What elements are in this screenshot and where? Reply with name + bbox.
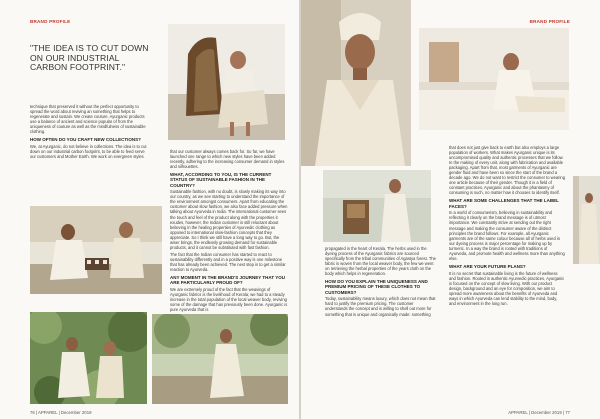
interview-question: WHAT ARE YOUR FUTURE PLANS? bbox=[449, 263, 526, 269]
section-tag: BRAND PROFILE bbox=[529, 19, 570, 24]
left-column-2 bbox=[170, 149, 288, 315]
right-column-1 bbox=[325, 246, 437, 319]
right-page bbox=[301, 0, 600, 419]
interview-question: ANY MOMENT IN THE BRAND'S JOURNEY THAT YOU ARE PARTICULARLY PROUD OF? bbox=[170, 275, 285, 286]
left-page bbox=[0, 0, 299, 419]
interview-question: WHAT ARE SOME CHALLENGES THAT THE LABEL FACES? bbox=[449, 198, 559, 209]
interview-question: HOW OFTEN DO YOU CRAFT NEW COLLECTIONS? bbox=[30, 137, 141, 143]
body-paragraph: that does not just give back to earth but also employs a large population of workers. What makes Ayurganic unique is its uncompromised quality and authentic processes that we follow. In the making of every unit, along with fabrication and available packaging. Apart from that, most garments of Ayurganic are gender fluid and have been so since the start of the brand a decade ago. We do not want to restrict the consumer to wearing one article because of their gender. Though it is a field of constant practices, Ayurganic and about the phantasmy of consuming is such, no matter how it chooses to identify itself. bbox=[449, 145, 565, 196]
body-paragraph: In a world of consumerism, believing in sustainability and reflecting it clearly on the brand message is of utmost importance. We constantly strive at sending out the right message and making the consumer aware of the distinct principles the brand follows. For example, all Ayurganic garments are of the same colour because all of herbs used in our dyeing process is major percentage for making up by turmeric. In a way the brand is rooted with traditions of Ayurveda, and promote health and wellness more than anything else. bbox=[449, 210, 565, 261]
body-paragraph: It is no secret that sustainable living is the future of wellness and fashion. Rooted in authentic Ayurvedic practices, Ayurganic is focused on the concept of slow living. With our product design, background and an eye for composition, we aim to spread more awareness about the benefits of Ayurveda and ways in which Ayurveda can lend stability to the mind, body, and environment in the long run. bbox=[449, 270, 565, 306]
body-paragraph: We are extremely proud of the fact that the weavings of Ayurganic fabrics is the livelihood of Kerala; we had to a steady increase in the total population of the local weaver body, reviving some of the damage that has previously been done. Ayurganic is pure Ayurveda that is bbox=[170, 287, 288, 313]
interview-question: WHAT, ACCORDING TO YOU, IS THE CURRENT STATUS OF SUSTAINABLE FASHION IN THE COUNTRY? bbox=[170, 172, 272, 188]
body-paragraph: propagated in the heart of Kerala. The herbs used in the dyeing process of the Ayurganic fabrics are sourced specifically from the tribal communities of Agastya forest. The fabric is woven from the local weaver body, the few we went on retrieving the herbal properties of the years cloth on the body which helps in regeneration. bbox=[325, 246, 436, 277]
photo-woman-standing-chair bbox=[323, 170, 431, 242]
photo-woman-reclining-bed bbox=[419, 28, 569, 130]
body-paragraph: technique that preserved it without the perfect opportunity to spread the word about reviving an something that helps to regenerate and sustain. We create couture. Ayurganic products use a balance of ancient and science popular of from the uniqueness of couture as well as the mindfulness of sustainable clothing. bbox=[30, 104, 146, 135]
body-paragraph: Today, sustainability means luxury, which does not mean that hard to justify the premium pricing. The customer understands the concept and is willing to shell out more for something that is unique and organically made: something bbox=[325, 296, 436, 317]
photo-woman-in-doorway bbox=[573, 176, 600, 264]
photo-women-in-garden bbox=[30, 312, 147, 404]
pull-quote: "THE IDEA IS TO CUT DOWN ON OUR INDUSTRIAL CARBON FOOTPRINT." bbox=[30, 43, 149, 73]
right-column-2 bbox=[449, 145, 565, 308]
body-paragraph: The fact that the Indian consumer has started to react to sustainability differently and in a positive way is one milestone that has already been achieved. The next step is to get a similar reaction to Ayurveda. bbox=[170, 252, 286, 273]
body-paragraph: that our customer always comes back for. So far, we have launched one range to which new styles have been added recently, adhering to the increasing consumer demand in styles and silhouettes. bbox=[170, 149, 285, 170]
interview-question: HOW DO YOU EXPLAIN THE UNIQUENESS AND PREMIUM PRICING OF THESE CLOTHES TO CUSTOMERS? bbox=[325, 279, 428, 295]
photo-woman-in-turban bbox=[301, 0, 411, 166]
photo-women-playing-chess bbox=[30, 206, 162, 294]
left-column-1 bbox=[30, 104, 150, 161]
page-folio: APPAREL | December 2019 | 77 bbox=[508, 410, 570, 415]
page-folio: 76 | APPAREL | December 2019 bbox=[30, 410, 92, 415]
section-tag: BRAND PROFILE bbox=[30, 19, 71, 24]
photo-woman-walking-outdoors bbox=[152, 314, 288, 404]
body-paragraph: We, at Ayurganic, do not believe in collections. The idea is to cut down on our industrial carbon footprint, to be able to feed serve our customers and Mother Earth. We work on evergreen styles bbox=[30, 143, 147, 160]
photo-woman-seated-chair bbox=[168, 24, 285, 140]
body-paragraph: Sustainable fashion, with no doubt, is slowly making its way into our country, as we see starting to understand the importance of the environment amongst consumers. Apart from educating the customer about slow fashion, we also face added pressure when talking about Ayurveda in India. The international customer sees the touch and feel of the product along with the properties it exudes, however, the Indian customer is still reluctant about believing in the healing properties of Ayurvedic clothing as opposed to international slow-fashion concepts that they appreciate. So I think we still have a long way to go. But, the wiser brings, the endlessly growing demand for sustainable products, and it cannot be substituted with fast fashion. bbox=[170, 189, 288, 250]
